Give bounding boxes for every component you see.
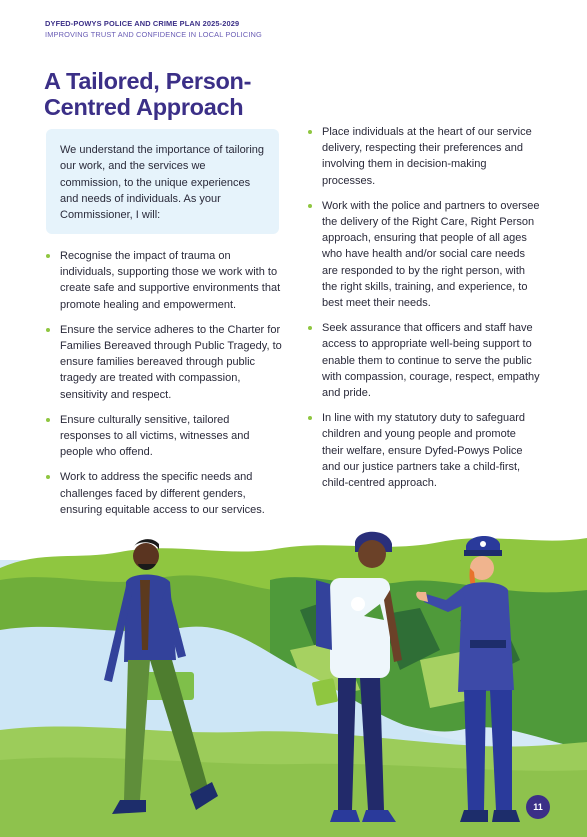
list-item-text: Work to address the specific needs and challenges faced by different genders, ensuring equitable access to our services.: [60, 471, 265, 516]
list-item-text: Ensure culturally sensitive, tailored responses to all victims, witnesses and people who offend.: [60, 413, 250, 459]
bullet-icon: [46, 475, 50, 479]
bullet-icon: [46, 418, 50, 422]
list-item: [46, 469, 282, 518]
list-item-text: Place individuals at the heart of our service delivery, respecting their preferences and involving them in decision-making processes.: [322, 126, 532, 187]
intro-text: We understand the importance of tailoring our work, and the services we commission, to the unique experiences and needs of individuals. As your Commissioner, I will:: [60, 144, 265, 222]
list-item: [46, 248, 282, 313]
bullet-icon: [46, 254, 50, 258]
list-item: [308, 320, 540, 401]
bullet-icon: [308, 130, 312, 134]
list-item-text: In line with my statutory duty to safeguard children and young people and promote their welfare, ensure Dyfed-Powys Police and our justice partners take a child-first, child-centred approach.: [322, 412, 525, 490]
list-item: [308, 410, 540, 491]
plan-subtitle: IMPROVING TRUST AND CONFIDENCE IN LOCAL POLICING: [45, 30, 262, 39]
list-item: [46, 412, 282, 461]
bullet-icon: [308, 416, 312, 420]
page-title: A Tailored, Person-Centred Approach: [44, 68, 252, 120]
right-bullet-list: [308, 124, 540, 500]
bullet-icon: [46, 328, 50, 332]
list-item-text: Seek assurance that officers and staff have access to appropriate well-being support to enable them to continue to serve the public with compassion, courage, respect, empathy and pride.: [322, 322, 540, 400]
left-bullet-list: [46, 248, 282, 527]
list-item-text: Recognise the impact of trauma on individuals, supporting those we work with to create safe and supportive environments that promote healing and empowerment.: [60, 250, 281, 311]
list-item: [308, 124, 540, 189]
bullet-icon: [308, 326, 312, 330]
list-item-text: Work with the police and partners to oversee the delivery of the Right Care, Right Person approach, ensuring that people of all ages who have health and/or social care needs are responded to by the right person, with the right skills, training, and experience, to best meet their needs.: [322, 199, 540, 310]
intro-box: [46, 129, 279, 234]
plan-title: DYFED-POWYS POLICE AND CRIME PLAN 2025-2029: [45, 19, 240, 28]
page-number-badge: 11: [526, 795, 550, 819]
running-header: [45, 19, 262, 39]
list-item: [308, 198, 540, 311]
landscape-illustration: [0, 520, 587, 837]
list-item-text: Ensure the service adheres to the Charter for Families Bereaved through Public Tragedy, to ensure families bereaved through public tragedy are treated with compassion, sensitivity and respect.: [60, 323, 282, 401]
bullet-icon: [308, 204, 312, 208]
list-item: [46, 322, 282, 403]
